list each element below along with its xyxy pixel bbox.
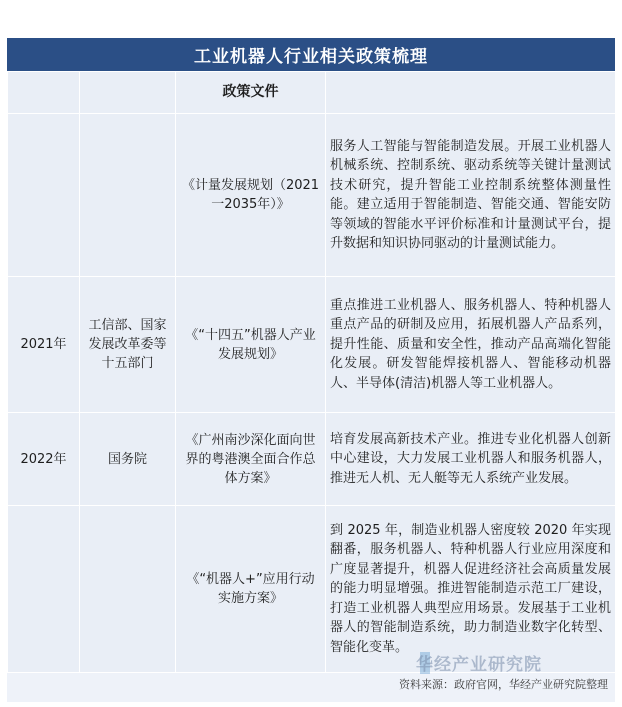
row-desc: 重点推进工业机器人、服务机器人、特种机器人重点产品的研制及应用，拓展机器人产品系列，提升性能、质量和安全性，推动产品高端化智能化发展。研发智能焊接机器人、智能移动机器人、半导体(清洁)机器人等工业机器人。 <box>330 297 611 391</box>
row-desc: 培育发展高新技术产业。推进专业化机器人创新中心建设，大力发展工业机器人和服务机器人，推进无人机、无人艇等无人系统产业发展。 <box>330 431 611 486</box>
policy-table <box>7 71 616 673</box>
table-title: 工业机器人行业相关政策梳理 <box>7 38 615 71</box>
header-year <box>8 72 80 114</box>
table-row <box>8 277 616 413</box>
header-dept <box>80 72 176 114</box>
row-year <box>8 114 80 277</box>
table-row <box>8 506 616 673</box>
table-row <box>8 114 616 277</box>
row-desc-cell <box>326 506 616 673</box>
row-dept <box>80 114 176 277</box>
row-dept: 工信部、国家发展改革委等十五部门 <box>80 277 176 413</box>
table-row <box>8 413 616 506</box>
row-desc-cell <box>326 114 616 277</box>
row-year <box>8 506 80 673</box>
table-header-row <box>8 72 616 114</box>
row-doc: 《计量发展规划（2021一2035年）》 <box>176 114 326 277</box>
watermark: 华经产业研究院 <box>416 655 542 675</box>
row-year: 2021年 <box>8 277 80 413</box>
row-dept: 国务院 <box>80 413 176 506</box>
row-desc: 服务人工智能与智能制造发展。开展工业机器人机械系统、控制系统、驱动系统等关键计量测试技术研究，提升智能工业控制系统整体测量性能。建立适用于智能制造、智能交通、智能安防等领域的智能水平评价标准和计量测试平台，提升数据和知识协同驱动的计量测试能力。 <box>330 138 611 251</box>
row-desc: 到 2025 年，制造业机器人密度较 2020 年实现翻番，服务机器人、特种机器人行业应用深度和广度显著提升，机器人促进经济社会高质量发展的能力明显增强。推进智能制造示范工厂建设，打造工业机器人典型应用场景。发展基于工业机器人的智能制造系统，助力制造业数字化转型、智能化变革。 <box>330 522 611 655</box>
row-year: 2022年 <box>8 413 80 506</box>
header-doc: 政策文件 <box>176 72 326 114</box>
source-note: 资料来源：政府官网，华经产业研究院整理 <box>399 678 608 691</box>
row-doc: 《广州南沙深化面向世界的粤港澳全面合作总体方案》 <box>176 413 326 506</box>
row-desc-cell <box>326 277 616 413</box>
row-doc: 《“机器人+”应用行动实施方案》 <box>176 506 326 673</box>
row-desc-cell <box>326 413 616 506</box>
header-desc <box>326 72 616 114</box>
row-dept <box>80 506 176 673</box>
row-doc: 《“十四五”机器人产业发展规划》 <box>176 277 326 413</box>
